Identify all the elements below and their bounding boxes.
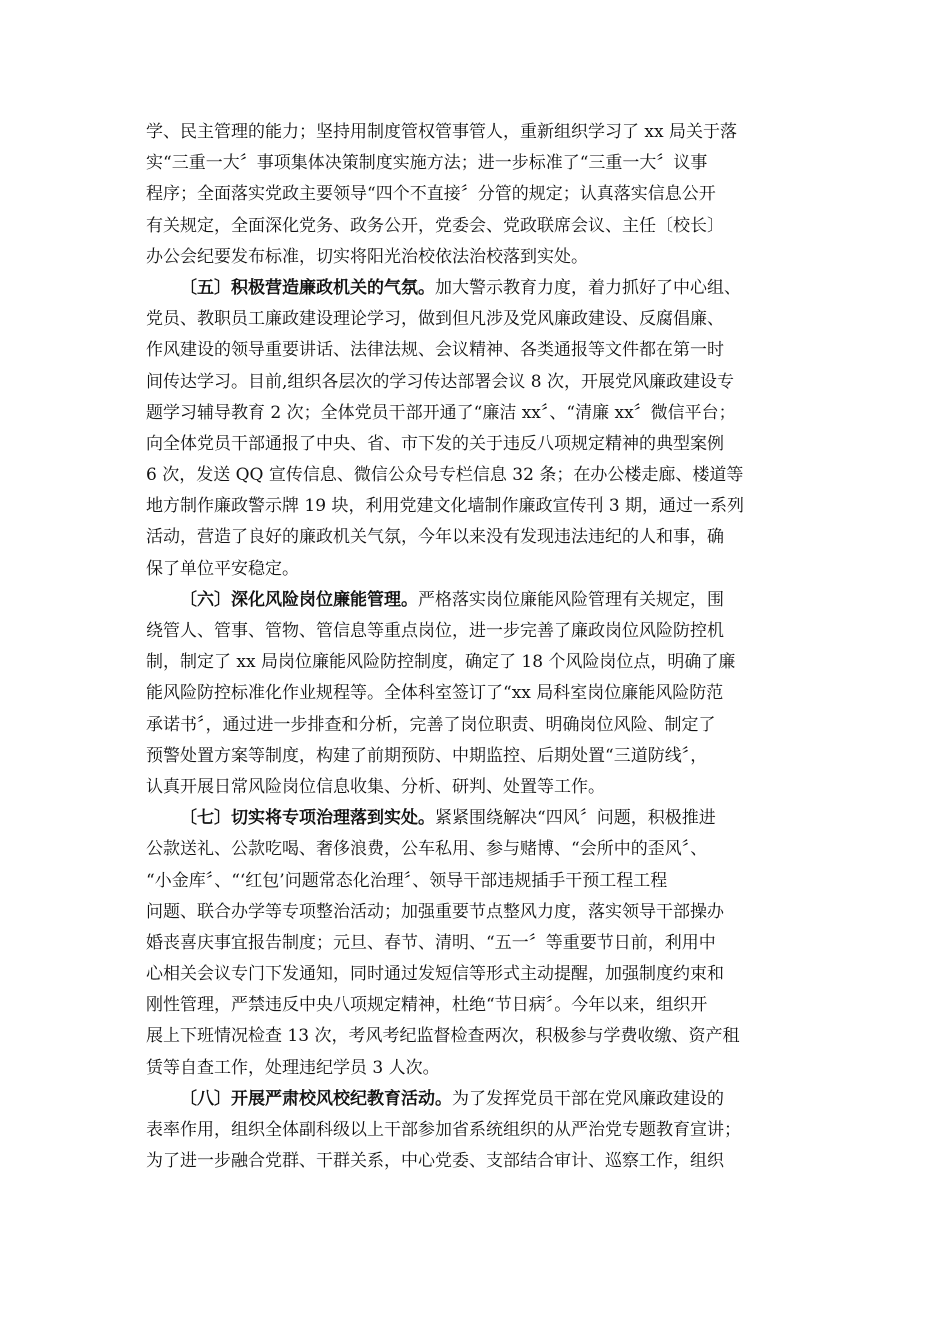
text-line: 办公会纪要发布标准，切实将阳光治校依法治校落到实处。 — [146, 246, 588, 267]
text-run: 紧紧围绕解决“四风〞问题，积极推进 — [435, 808, 716, 829]
text-line: 绕管人、管事、管物、管信息等重点岗位，进一步完善了廉政岗位风险防控机 — [146, 621, 724, 641]
text-line: 地方制作廉政警示牌 19 块，利用党建文化墙制作廉政宣传刊 3 期，通过一系列 — [146, 496, 745, 517]
text-run: 严格落实岗位廉能风险管理有关规定，围 — [418, 589, 724, 610]
paragraph-section-7 — [146, 803, 812, 1084]
paragraph-section-8 — [146, 1084, 812, 1178]
text-line: 有关规定，全面深化党务、政务公开，党委会、党政联席会议、主任〔校长〕 — [146, 215, 724, 236]
text-line: 能风险防控标准化作业规程等。全体科室签订了“xx 局科室岗位廉能风险防范 — [146, 683, 724, 704]
paragraph-section-5 — [146, 273, 812, 585]
text-line: 问题、联合办学等专项整治活动；加强重要节点整风力度，落实领导干部操办 — [146, 901, 724, 922]
text-line: 间传达学习。目前,组织各层次的学习传达部署会议 8 次，开展党风廉政建设专 — [146, 371, 735, 392]
text-line: 题学习辅导教育 2 次；全体党员干部开通了“廉洁 xx〞、“清廉 xx〞微信平台； — [146, 402, 736, 423]
text-line: 认真开展日常风险岗位信息收集、分析、研判、处置等工作。 — [146, 776, 605, 797]
text-line: 赁等自查工作，处理违纪学员 3 人次。 — [146, 1057, 440, 1078]
document-body — [146, 117, 812, 1177]
paragraph-first-line — [146, 1084, 812, 1115]
paragraph-section-6 — [146, 585, 812, 803]
text-line: 制，制定了 xx 局岗位廉能风险防控制度，确定了 18 个风险岗位点，明确了廉 — [146, 652, 736, 673]
text-line: 刚性管理，严禁违反中央八项规定精神，杜绝“节日病〞。今年以来，组织开 — [146, 995, 708, 1016]
paragraph-first-line — [146, 273, 812, 304]
text-line: 活动，营造了良好的廉政机关气氛，今年以来没有发现违法违纪的人和事，确 — [146, 527, 724, 548]
text-run: 加大警示教育力度，着力抓好了中心组、 — [435, 277, 741, 298]
text-line: 表率作用，组织全体副科级以上干部参加省系统组织的从严治党专题教育宣讲； — [146, 1120, 741, 1140]
paragraph-first-line — [146, 803, 812, 834]
section-heading: 〔七〕切实将专项治理落到实处。 — [180, 808, 435, 829]
section-heading: 〔八〕开展严肃校风校纪教育活动。 — [180, 1088, 452, 1109]
text-line: 心相关会议专门下发通知，同时通过发短信等形式主动提醒，加强制度约束和 — [146, 964, 724, 985]
paragraph-first-line — [146, 585, 812, 616]
text-line: 作风建设的领导重要讲话、法律法规、会议精神、各类通报等文件都在第一时 — [146, 340, 724, 361]
text-line: 为了进一步融合党群、干群关系，中心党委、支部结合审计、巡察工作，组织 — [146, 1151, 724, 1172]
text-line: 承诺书〞，通过进一步排查和分析，完善了岗位职责、明确岗位风险、制定了 — [146, 714, 716, 735]
text-line: 党员、教职员工廉政建设理论学习，做到但凡涉及党风廉政建设、反腐倡廉、 — [146, 309, 724, 330]
section-heading: 〔五〕积极营造廉政机关的气氛。 — [180, 277, 435, 298]
text-line: 公款送礼、公款吃喝、奢侈浪费，公车私用、参与赌博、“会所中的歪风〞、 — [146, 839, 708, 860]
text-line: 程序；全面落实党政主要领导“四个不直接〞分管的规定；认真落实信息公开 — [146, 184, 716, 205]
text-line: 预警处置方案等制度，构建了前期预防、中期监控、后期处置“三道防线〞， — [146, 745, 708, 766]
text-line: 保了单位平安稳定。 — [146, 558, 299, 579]
paragraph-continuation — [146, 117, 812, 273]
text-line: 展上下班情况检查 13 次，考风考纪监督检查两次，积极参与学费收缴、资产租 — [146, 1026, 740, 1047]
section-heading: 〔六〕深化风险岗位廉能管理。 — [180, 589, 418, 610]
text-line: “小金库〞、“‘红包’问题常态化治理〞、领导干部违规插手干预工程工程 — [146, 870, 668, 891]
text-line: 婚丧喜庆事宜报告制度；元旦、春节、清明、“五一〞等重要节日前，利用中 — [146, 932, 716, 953]
text-line: 实“三重一大〞事项集体决策制度实施方法；进一步标准了“三重一大〞议事 — [146, 153, 708, 174]
text-line: 学、民主管理的能力；坚持用制度管权管事管人，重新组织学习了 xx 局关于落 — [146, 122, 737, 142]
text-line: 向全体党员干部通报了中央、省、市下发的关于违反八项规定精神的典型案例 — [146, 433, 724, 454]
text-line: 6 次，发送 QQ 宣传信息、微信公众号专栏信息 32 条；在办公楼走廊、楼道等 — [146, 465, 744, 486]
text-run: 为了发挥党员干部在党风廉政建设的 — [452, 1088, 724, 1109]
